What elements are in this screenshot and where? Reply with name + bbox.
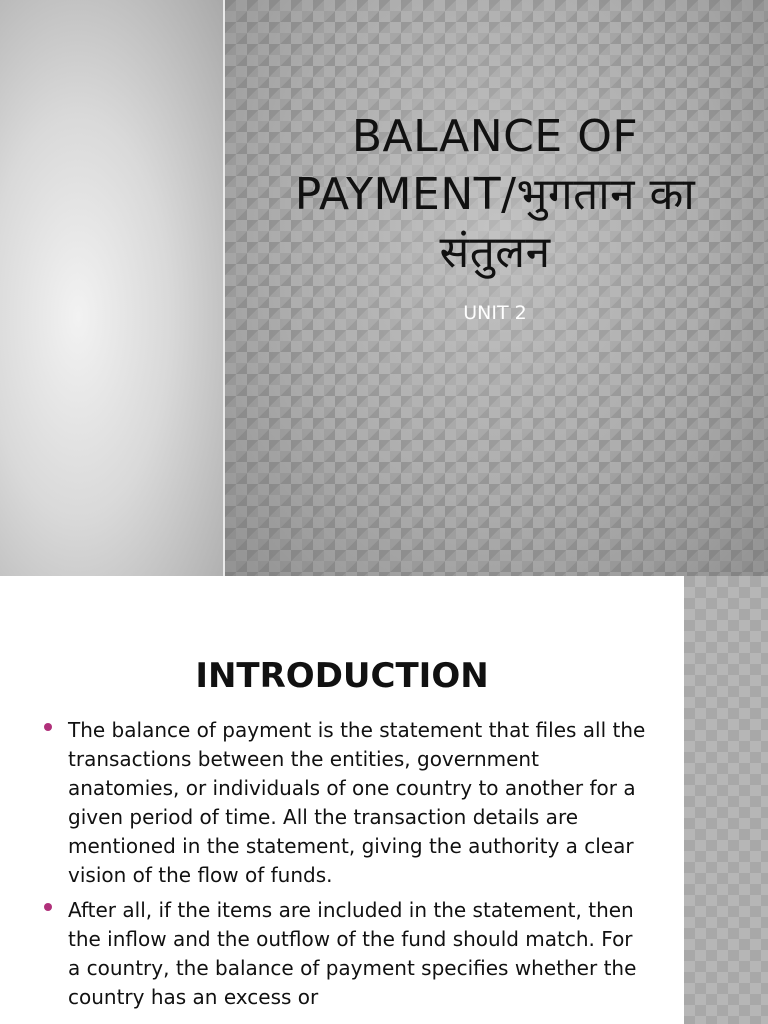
bullet-text: The balance of payment is the statement that files all the transactions between the entities, government anatomies, or individuals of one country to another for a given period of time. All the transaction details are mentioned in the statement, giving the authority a clear vision of the flow of funds.	[68, 718, 646, 887]
bullet-dot-icon	[44, 723, 52, 731]
bullet-dot-icon	[44, 903, 52, 911]
list-item	[40, 716, 646, 890]
bullet-list	[40, 716, 646, 1018]
slide-title-line-2: PAYMENT/भुगतान का	[294, 169, 696, 220]
title-slide-left-panel	[0, 0, 223, 576]
slide-title-line-1: BALANCE OF	[351, 111, 639, 162]
introduction-slide-pattern-strip	[684, 576, 768, 1024]
introduction-heading: INTRODUCTION	[195, 656, 489, 696]
list-item	[40, 896, 646, 1012]
introduction-slide	[0, 576, 768, 1024]
bullet-text: After all, if the items are included in the statement, then the inflow and the outflow of the fund should match. For a country, the balance of payment specifies whether the country has an excess or	[68, 898, 637, 1009]
title-slide-pattern-panel	[225, 0, 768, 576]
slide-title	[260, 108, 730, 282]
slide-title-line-3: संतुलन	[439, 227, 551, 278]
slide-subtitle: UNIT 2	[463, 302, 527, 324]
